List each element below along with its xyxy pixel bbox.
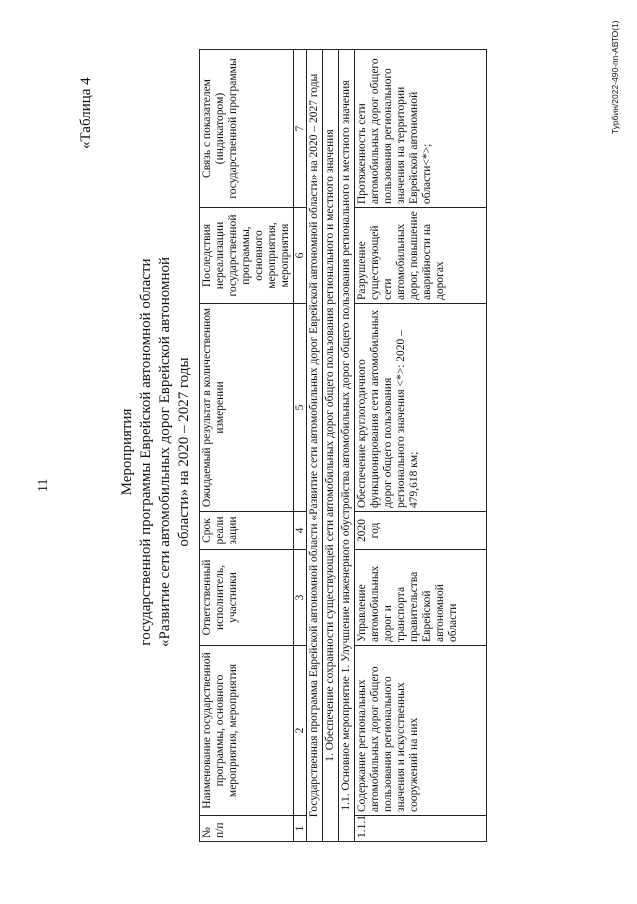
- row-indicator: Протяженность сети автомобильных дорог общего пользования регионального значения на территории Еврейской автономной области<*>;: [355, 50, 487, 208]
- row-term: 2020 год: [355, 512, 487, 550]
- row-consequences: Разрушение существующей сети автомобильных дорог, повышение аварийности на дорогах: [355, 208, 487, 304]
- section-main-measure-text: 1.1. Основное мероприятие 1. Улучшение инженерного обустройства автомобильных дорог общего пользования регионального и местного значения: [339, 50, 355, 842]
- header-term: Срок реализации: [200, 512, 294, 550]
- column-number: 6: [294, 208, 307, 304]
- header-num: № п/п: [200, 816, 294, 842]
- header-responsible: Ответственный исполнитель, участники: [200, 550, 294, 646]
- title-line-3: «Развитие сети автомобильных дорог Еврейской автономной: [157, 256, 173, 648]
- header-row: [200, 50, 294, 842]
- column-number: 7: [294, 50, 307, 208]
- title-line-1: Мероприятия: [119, 408, 135, 496]
- column-number: 1: [294, 816, 307, 842]
- row-num: 1.1.1: [355, 816, 487, 842]
- header-result: Ожидаемый результат в количественном измерении: [200, 304, 294, 512]
- page-number: 11: [36, 478, 51, 492]
- header-name: Наименование государственной программы, основного мероприятия, мероприятия: [200, 646, 294, 816]
- measures-table: [199, 49, 487, 842]
- title-line-2: государственной программы Еврейской автономной области: [138, 258, 154, 646]
- column-number: 4: [294, 512, 307, 550]
- section-goal-text: 1. Обеспечение сохранности существующей сети автомобильных дорог общего пользования регионального и местного значения: [323, 50, 339, 842]
- row-name: Содержание региональных автомобильных дорог общего пользования регионального значения и искусственных сооружений на них: [355, 646, 487, 816]
- row-result: Обеспечение круглогодичного функционирования сети автомобильных дорог общего пользования регионального значения <*>: 2020 – 479,618 км;: [355, 304, 487, 512]
- section-row-main-measure: [339, 50, 355, 842]
- row-responsible: Управление автомобильных дорог и транспорта правительства Еврейской автономной области: [355, 550, 487, 646]
- table-row: [355, 50, 487, 842]
- header-consequences: Последствия нереализации государственной программы, основного мероприятия, мероприятия: [200, 208, 294, 304]
- column-number: 5: [294, 304, 307, 512]
- section-row-goal: [323, 50, 339, 842]
- header-indicator: Связь с показателем (индикатором) государственной программы: [200, 50, 294, 208]
- page-title: [118, 90, 194, 814]
- column-number: 3: [294, 550, 307, 646]
- table-label: «Таблица 4: [78, 77, 94, 149]
- title-line-4: области» на 2020 – 2027 годы: [176, 357, 192, 547]
- column-number: 2: [294, 646, 307, 816]
- column-numbers-row: [294, 50, 307, 842]
- section-row-program: [307, 50, 323, 842]
- section-program-text: Государственная программа Еврейской автономной области «Развитие сети автомобильных дорог Еврейской автономной области» на 2020 – 2027 годы: [307, 50, 323, 842]
- document-code: Турбин/2022-490-пп-АВТО(1): [610, 20, 620, 134]
